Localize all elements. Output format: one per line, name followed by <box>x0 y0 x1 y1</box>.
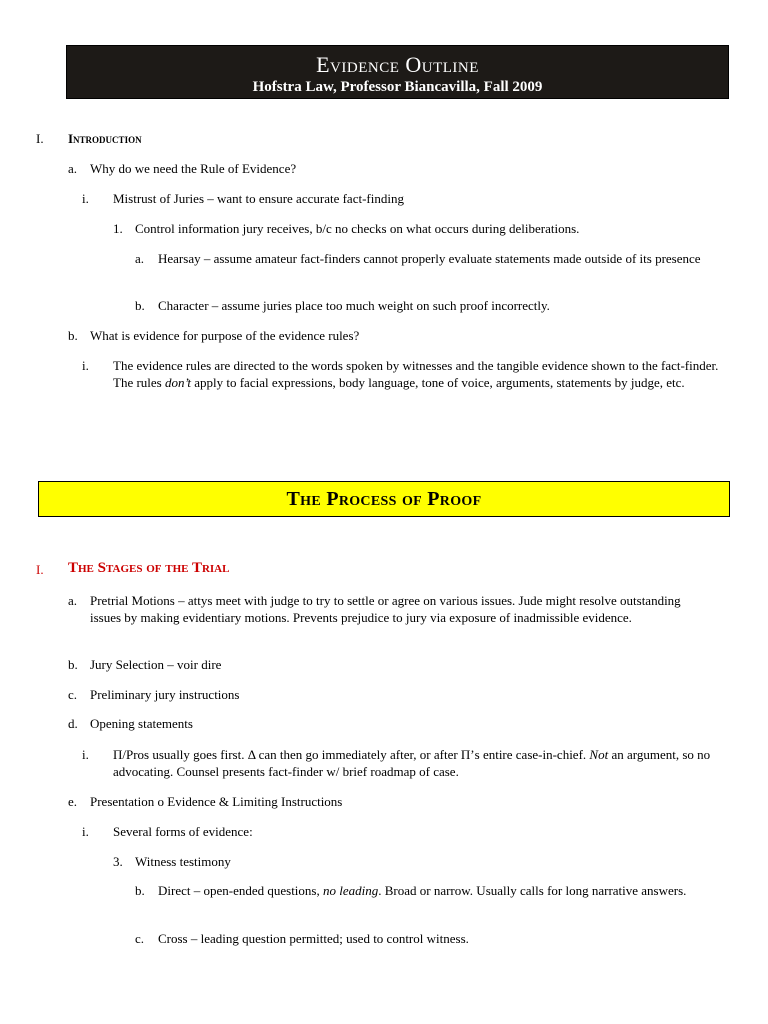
outline-text <box>158 882 723 899</box>
outline-text: Hearsay – assume amateur fact-finders cannot properly evaluate statements made outside of its presence <box>158 251 701 266</box>
outline-text <box>113 357 723 391</box>
outline-label: a. <box>68 593 78 608</box>
outline-label: 3. <box>113 854 123 869</box>
outline-text: Pretrial Motions – attys meet with judge to try to settle or agree on various issues. Jude might resolve outstanding issues by making evidentiary motions. Prevents prejudice to jury via exposure of inadmissible evidence. <box>90 593 681 625</box>
outline-label: i. <box>82 747 89 762</box>
outline-text: Opening statements <box>90 716 193 731</box>
text-run: The evidence rules are directed to the words spoken by witnesses and the tangible evidence shown to the fact-finder. The rules <box>113 358 719 390</box>
outline-text: Jury Selection – voir dire <box>90 657 222 672</box>
outline-label: b. <box>135 883 145 898</box>
outline-label: b. <box>68 328 78 343</box>
emphasis-text: no leading <box>322 883 379 898</box>
emphasis-text: Not <box>589 747 609 762</box>
outline-heading-text: Introduction <box>68 131 142 146</box>
outline-label: e. <box>68 794 78 809</box>
outline-label: a. <box>135 251 145 266</box>
outline-label: c. <box>68 687 78 702</box>
text-run: apply to facial expressions, body language, tone of voice, arguments, statements by judge, etc. <box>190 375 685 390</box>
outline-text: Presentation o Evidence & Limiting Instructions <box>90 794 343 809</box>
outline-label: i. <box>82 191 89 206</box>
text-run: Π/Pros usually goes first. Δ can then go immediately after, or after Π’s entire case-in-chief. <box>113 747 590 762</box>
outline-text: Witness testimony <box>135 854 231 869</box>
outline-text: Control information jury receives, b/c no checks on what occurs during deliberations. <box>135 221 580 236</box>
outline-label: 1. <box>113 221 123 236</box>
outline-text <box>113 746 723 780</box>
outline-text: Why do we need the Rule of Evidence? <box>90 161 297 176</box>
outline-number: I. <box>36 562 44 577</box>
outline-text: Character – assume juries place too much weight on such proof incorrectly. <box>158 298 550 313</box>
section-header-box <box>38 481 730 517</box>
outline-label: d. <box>68 716 78 731</box>
document-title-box <box>66 45 729 99</box>
document-subtitle: Hofstra Law, Professor Biancavilla, Fall 2009 <box>252 79 543 95</box>
outline-text: Several forms of evidence: <box>113 824 253 839</box>
text-run: an argument, so no advocating. Counsel presents fact-finder w/ brief roadmap of case. <box>113 747 711 779</box>
outline-label: i. <box>82 358 89 373</box>
outline-text: Mistrust of Juries – want to ensure accurate fact-finding <box>113 191 404 206</box>
outline-label: i. <box>82 824 89 839</box>
emphasis-text: don’t <box>164 375 191 390</box>
section-title: The Process of Proof <box>286 488 482 510</box>
text-run: . Broad or narrow. Usually calls for long narrative answers. <box>378 883 687 898</box>
outline-text: Preliminary jury instructions <box>90 687 240 702</box>
outline-number: I. <box>36 131 44 146</box>
outline-text: What is evidence for purpose of the evidence rules? <box>90 328 360 343</box>
outline-text: Cross – leading question permitted; used to control witness. <box>158 931 469 946</box>
outline-label: b. <box>68 657 78 672</box>
text-run: Direct – open-ended questions, <box>158 883 323 898</box>
outline-label: b. <box>135 298 145 313</box>
outline-label: c. <box>135 931 145 946</box>
outline-label: a. <box>68 161 78 176</box>
document-title: Evidence Outline <box>316 52 479 77</box>
outline-heading-text: The Stages of the Trial <box>68 560 230 576</box>
